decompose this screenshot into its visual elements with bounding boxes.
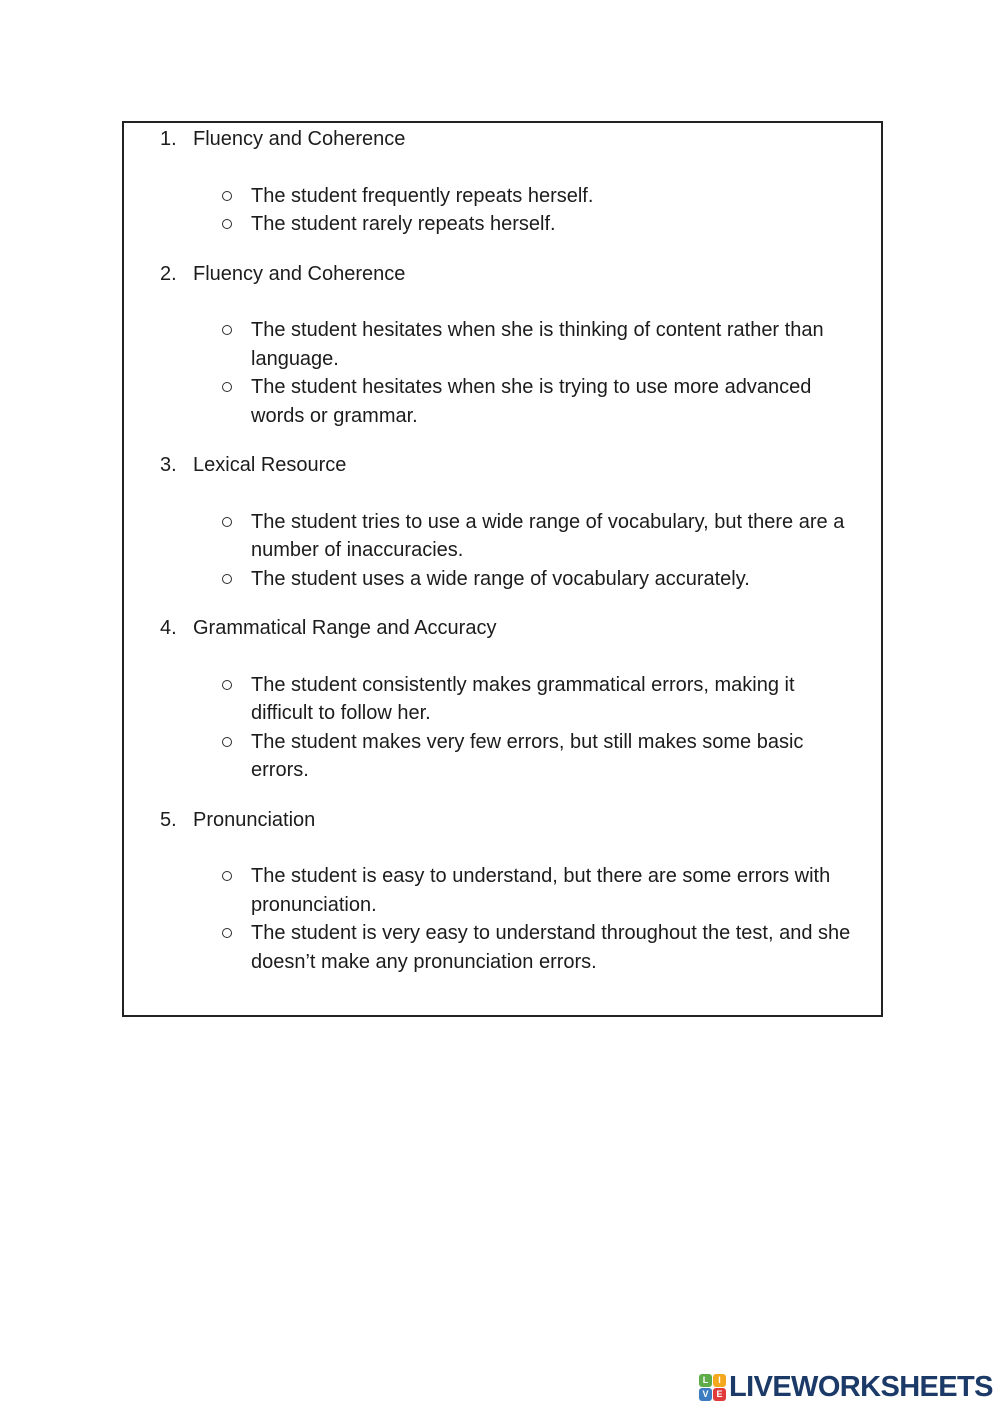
option-text: The student is easy to understand, but there are some errors with pronunciation. xyxy=(251,865,831,916)
question-item-4 xyxy=(160,614,855,785)
question-number: 5. xyxy=(160,808,177,831)
option-item[interactable] xyxy=(222,182,855,211)
liveworksheets-logo[interactable] xyxy=(699,1371,993,1404)
question-heading xyxy=(160,614,855,643)
question-item-3 xyxy=(160,451,855,593)
option-text: The student frequently repeats herself. xyxy=(251,184,594,207)
question-number: 3. xyxy=(160,454,177,476)
option-item[interactable] xyxy=(222,919,855,976)
logo-square-2: V xyxy=(699,1388,712,1401)
question-title: Fluency and Coherence xyxy=(193,128,406,150)
radio-circle-icon xyxy=(222,219,232,229)
option-text: The student hesitates when she is trying to use more advanced words or grammar. xyxy=(251,376,812,427)
option-text: The student consistently makes grammatical errors, making it difficult to follow her. xyxy=(251,673,795,724)
question-title: Pronunciation xyxy=(193,808,316,831)
option-item[interactable] xyxy=(222,508,855,565)
options-list xyxy=(222,671,855,785)
question-item-1 xyxy=(160,125,855,239)
options-list xyxy=(222,862,855,976)
brand-text: LIVEWORKSHEETS xyxy=(729,1371,993,1403)
radio-circle-icon xyxy=(222,737,232,747)
options-list xyxy=(222,508,855,594)
question-item-2 xyxy=(160,260,855,431)
radio-circle-icon xyxy=(222,871,232,881)
option-text: The student tries to use a wide range of vocabulary, but there are a number of inaccuracies. xyxy=(251,510,845,561)
question-number: 2. xyxy=(160,262,177,285)
option-item[interactable] xyxy=(222,373,855,430)
option-item[interactable] xyxy=(222,862,855,919)
question-title: Lexical Resource xyxy=(193,454,347,476)
radio-circle-icon xyxy=(222,517,232,527)
option-item[interactable] xyxy=(222,728,855,785)
option-text: The student is very easy to understand throughout the test, and she doesn’t make any pronunciation errors. xyxy=(251,922,851,973)
question-heading xyxy=(160,260,855,289)
question-heading xyxy=(160,451,855,480)
radio-circle-icon xyxy=(222,325,232,335)
logo-square-0: L xyxy=(699,1374,712,1387)
logo-square-3: E xyxy=(713,1388,726,1401)
question-number: 4. xyxy=(160,617,177,639)
question-title: Grammatical Range and Accuracy xyxy=(193,617,497,639)
question-heading xyxy=(160,125,855,154)
radio-circle-icon xyxy=(222,928,232,938)
option-item[interactable] xyxy=(222,210,855,239)
radio-circle-icon xyxy=(222,382,232,392)
question-item-5 xyxy=(160,806,855,977)
option-text: The student uses a wide range of vocabulary accurately. xyxy=(251,567,750,590)
logo-square-1: I xyxy=(713,1374,726,1387)
options-list xyxy=(222,182,855,239)
option-text: The student makes very few errors, but still makes some basic errors. xyxy=(251,730,804,781)
options-list xyxy=(222,316,855,430)
radio-circle-icon xyxy=(222,680,232,690)
option-item[interactable] xyxy=(222,565,855,594)
option-item[interactable] xyxy=(222,316,855,373)
option-text: The student rarely repeats herself. xyxy=(251,213,556,235)
worksheet-box xyxy=(122,121,883,1017)
question-heading xyxy=(160,806,855,835)
radio-circle-icon xyxy=(222,191,232,201)
liveworksheets-grid-icon xyxy=(699,1374,726,1401)
question-number: 1. xyxy=(160,128,177,150)
question-title: Fluency and Coherence xyxy=(193,262,406,285)
radio-circle-icon xyxy=(222,574,232,584)
option-item[interactable] xyxy=(222,671,855,728)
option-text: The student hesitates when she is thinking of content rather than language. xyxy=(251,319,824,370)
